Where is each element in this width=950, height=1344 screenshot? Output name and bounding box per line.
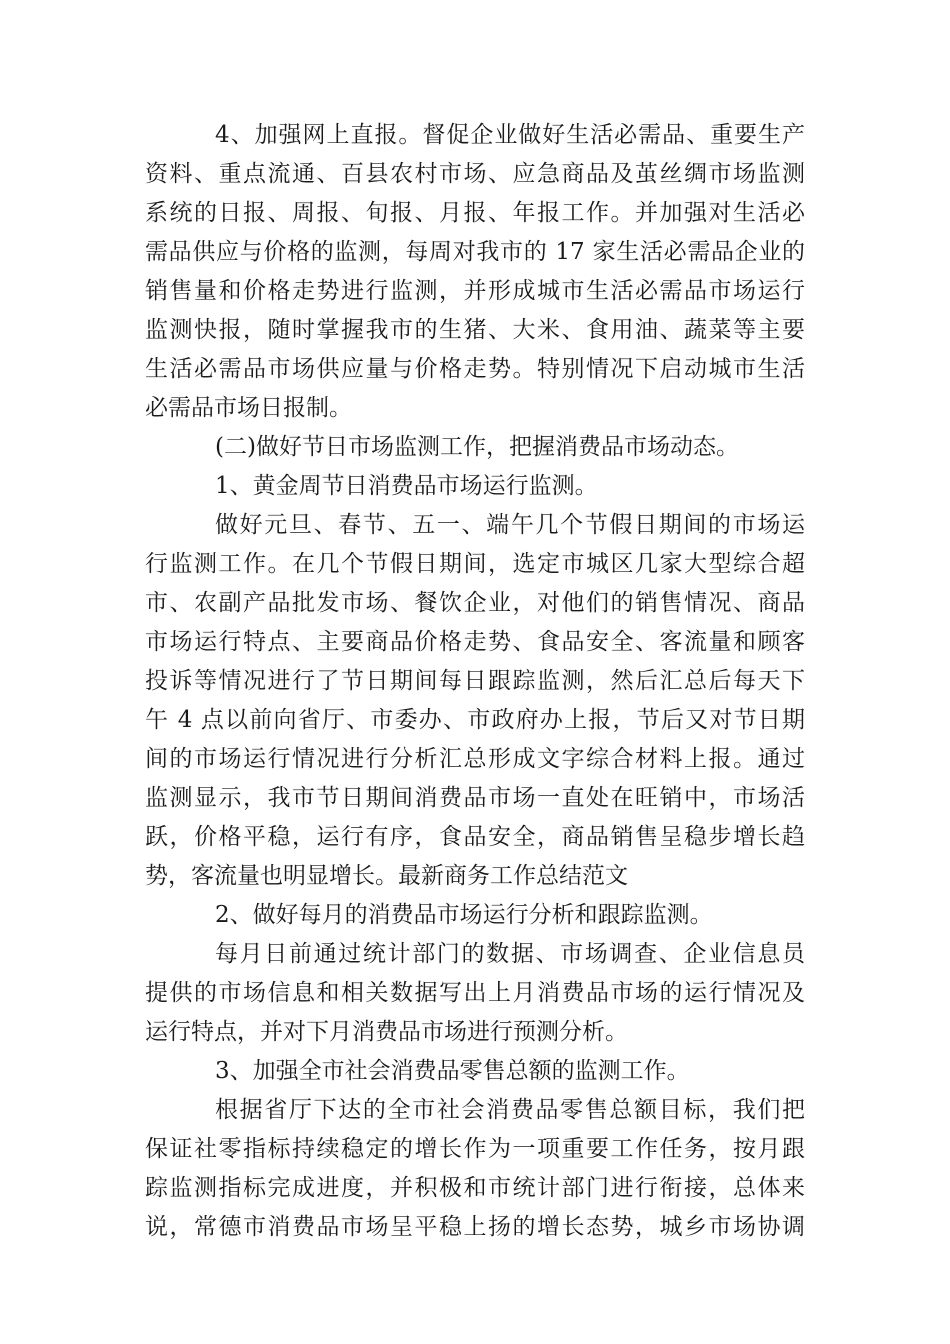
paragraph-line: 间的市场运行情况进行分析汇总形成文字综合材料上报。通过 [145, 746, 805, 772]
paragraph-line: 说，常德市消费品市场呈平稳上扬的增长态势，城乡市场协调 [145, 1214, 805, 1240]
paragraph-line: 提供的市场信息和相关数据写出上月消费品市场的运行情况及 [145, 980, 805, 1006]
subsection-heading: 3、加强全市社会消费品零售总额的监测工作。 [215, 1058, 690, 1084]
paragraph-line: 市场运行特点、主要商品价格走势、食品安全、客流量和顾客 [145, 629, 805, 655]
paragraph-line: 保证社零指标持续稳定的增长作为一项重要工作任务，按月跟 [145, 1136, 805, 1162]
paragraph-line: 做好元旦、春节、五一、端午几个节假日期间的市场运 [215, 512, 805, 538]
paragraph-line: 势，客流量也明显增长。最新商务工作总结范文 [145, 863, 628, 889]
paragraph-line: 行监测工作。在几个节假日期间，选定市城区几家大型综合超 [145, 551, 805, 577]
paragraph-line: 监测快报，随时掌握我市的生猪、大米、食用油、蔬菜等主要 [145, 317, 805, 343]
paragraph-line: 每月日前通过统计部门的数据、市场调查、企业信息员 [215, 941, 805, 967]
subsection-heading: 1、黄金周节日消费品市场运行监测。 [215, 473, 598, 499]
paragraph-line: 必需品市场日报制。 [145, 395, 352, 421]
paragraph-line: 系统的日报、周报、旬报、月报、年报工作。并加强对生活必 [145, 200, 805, 226]
paragraph-line: 监测显示，我市节日期间消费品市场一直处在旺销中，市场活 [145, 785, 805, 811]
paragraph-line: 午 4 点以前向省厅、市委办、市政府办上报，节后又对节日期 [145, 707, 805, 733]
paragraph-line: 销售量和价格走势进行监测，并形成城市生活必需品市场运行 [145, 278, 805, 304]
paragraph-line: 需品供应与价格的监测，每周对我市的 17 家生活必需品企业的 [145, 239, 805, 265]
subsection-heading: 2、做好每月的消费品市场运行分析和跟踪监测。 [215, 902, 713, 928]
paragraph-line: 资料、重点流通、百县农村市场、应急商品及茧丝绸市场监测 [145, 161, 805, 187]
section-heading: (二)做好节日市场监测工作，把握消费品市场动态。 [215, 434, 739, 460]
paragraph-line: 投诉等情况进行了节日期间每日跟踪监测，然后汇总后每天下 [145, 668, 805, 694]
paragraph-line: 跃，价格平稳，运行有序，食品安全，商品销售呈稳步增长趋 [145, 824, 805, 850]
paragraph-line: 踪监测指标完成进度，并积极和市统计部门进行衔接，总体来 [145, 1175, 805, 1201]
paragraph-line: 根据省厅下达的全市社会消费品零售总额目标，我们把 [215, 1097, 805, 1123]
paragraph-line: 运行特点，并对下月消费品市场进行预测分析。 [145, 1019, 628, 1045]
paragraph-line: 市、农副产品批发市场、餐饮企业，对他们的销售情况、商品 [145, 590, 805, 616]
paragraph-line: 4、加强网上直报。督促企业做好生活必需品、重要生产 [215, 122, 805, 148]
paragraph-line: 生活必需品市场供应量与价格走势。特别情况下启动城市生活 [145, 356, 805, 382]
